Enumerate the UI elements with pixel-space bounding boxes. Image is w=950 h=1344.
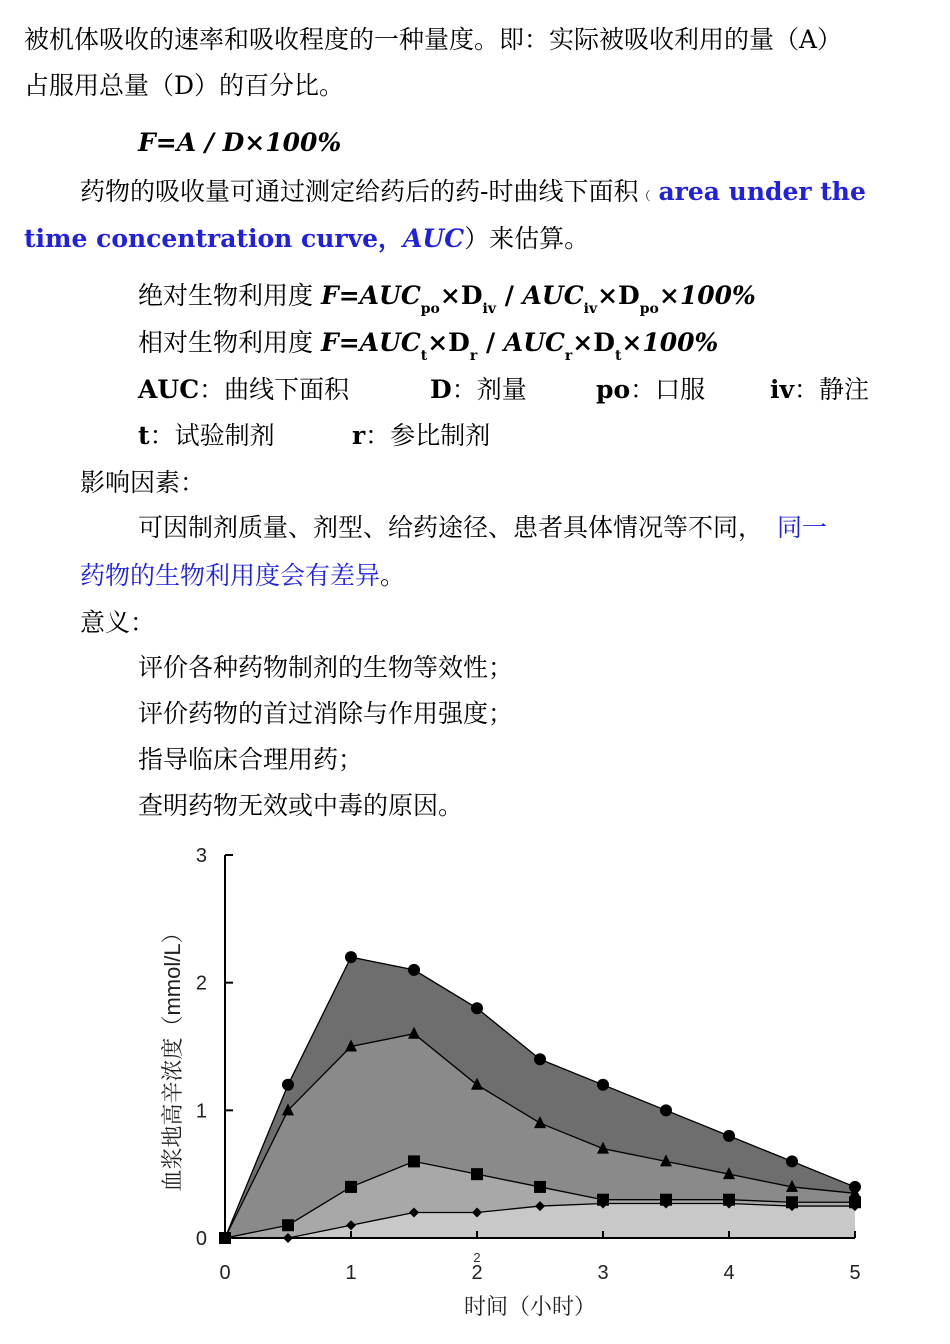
meaning-item (138, 744, 363, 776)
auc-term: AUC (403, 224, 465, 253)
factors-line1 (138, 512, 827, 544)
x-axis-label: 时间（小时） (463, 1294, 597, 1319)
abbrev-legend-1b (430, 374, 527, 406)
abbrev-value: 口服 (655, 375, 706, 404)
concentration-time-chart (140, 838, 900, 1338)
y-tick-label: 0 (195, 1228, 207, 1250)
sep: ： (199, 375, 225, 404)
sub: t (614, 348, 622, 364)
x-tick-label: 0 (219, 1262, 231, 1284)
sub: r (469, 348, 478, 364)
data-point-circle (723, 1130, 735, 1142)
text: 药物的吸收量可通过测定给药后的药-时曲线下面积 (80, 177, 639, 206)
f: F=AUC (320, 328, 421, 357)
sub: r (564, 348, 573, 364)
data-point-circle (282, 1079, 294, 1091)
item-text: 查明药物无效或中毒的原因。 (138, 791, 464, 820)
abbrev-legend-2b (352, 420, 490, 452)
item-text: 评价各种药物制剂的生物等效性； (138, 653, 514, 682)
y-axis-label: 血浆地高辛浓度（mmol/L） (160, 921, 185, 1192)
label: 绝对生物利用度 (138, 281, 321, 310)
abbrev-legend-1d (770, 374, 869, 406)
auc: AUC (503, 328, 565, 357)
text: 被机体吸收的速率和吸收程度的一种量度。即：实际被吸收利用的量（A） (24, 25, 843, 54)
x: ×D (572, 328, 615, 357)
sub: po (420, 301, 440, 317)
y-tick-label: 3 (195, 845, 207, 867)
abbrev-key: iv (770, 375, 795, 404)
abbrev-value: 曲线下面积 (224, 375, 350, 404)
abbrev-key: po (596, 375, 631, 404)
abbrev-value: 剂量 (476, 375, 527, 404)
page-number: 2 (473, 1250, 481, 1265)
formula-f (138, 127, 341, 159)
abbrev-legend-1c (596, 374, 705, 406)
x: ×D (439, 281, 483, 310)
para-auc-line1 (80, 176, 866, 212)
data-point-circle (597, 1079, 609, 1091)
x-tick-label: 1 (345, 1262, 357, 1284)
sep: ： (794, 375, 820, 404)
x-tick-label: 3 (597, 1262, 609, 1284)
abbrev-key: D (430, 375, 452, 404)
item-text: 指导临床合理用药； (138, 745, 364, 774)
abbrev-key: t (138, 421, 150, 450)
tail: ×100% (621, 328, 719, 357)
item-text: 评价药物的首过消除与作用强度； (138, 699, 514, 728)
sep: ： (630, 375, 656, 404)
text: 占服用总量（D）的百分比。 (24, 71, 345, 100)
relative-bioavailability (138, 327, 718, 363)
x-tick-label: 5 (849, 1262, 861, 1284)
meaning-heading (80, 607, 155, 639)
en-term: time concentration curve， (24, 224, 404, 253)
highlight: 同一 (777, 513, 828, 542)
x-tick-label: 4 (723, 1262, 735, 1284)
x: ×D (427, 328, 470, 357)
data-point-square (534, 1181, 546, 1193)
abbrev-key: AUC (138, 375, 200, 404)
sep: ： (149, 421, 175, 450)
sub: po (639, 301, 659, 317)
abbrev-key: r (352, 421, 366, 450)
formula-text: F=A / D×100% (138, 128, 342, 157)
para-absorption-line2 (24, 70, 344, 102)
x-tick-label: 2 (471, 1262, 483, 1284)
sep: ： (365, 421, 391, 450)
sep: ： (451, 375, 477, 404)
y-tick-label: 1 (195, 1100, 207, 1123)
abbrev-value: 参比制剂 (390, 421, 491, 450)
label: 相对生物利用度 (138, 328, 321, 357)
slash: / (495, 281, 523, 310)
sub: t (420, 348, 428, 364)
factors-line2 (80, 560, 405, 592)
meaning-item (138, 698, 513, 730)
meaning-item (138, 652, 513, 684)
data-point-square (282, 1219, 294, 1231)
meaning-item (138, 790, 463, 822)
abbrev-legend-2 (138, 420, 275, 452)
factors-heading (80, 467, 205, 499)
heading-text: 影响因素： (80, 468, 206, 497)
sub: iv (583, 301, 598, 317)
data-point-circle (471, 1002, 483, 1014)
slash: / (477, 328, 504, 357)
auc: AUC (522, 281, 584, 310)
para-auc-line2 (24, 223, 589, 255)
text: 。 (380, 561, 406, 590)
data-point-circle (408, 964, 420, 976)
data-point-circle (660, 1104, 672, 1116)
sub: iv (482, 301, 496, 317)
heading-text: 意义： (80, 608, 156, 637)
text: 可因制剂质量、剂型、给药途径、患者具体情况等不同， (138, 513, 764, 542)
data-point-square (471, 1168, 483, 1180)
absolute-bioavailability (138, 280, 756, 316)
data-point-circle (345, 951, 357, 963)
para-absorption-line1 (24, 24, 842, 56)
paren: （ (638, 189, 651, 203)
abbrev-value: 试验制剂 (174, 421, 275, 450)
data-point-square (408, 1155, 420, 1167)
en-term: area under the (658, 177, 866, 206)
tail: ×100% (658, 281, 756, 310)
abbrev-legend-1 (138, 374, 349, 406)
data-point-circle (786, 1155, 798, 1167)
data-point-square (345, 1181, 357, 1193)
text: ）来估算。 (464, 224, 590, 253)
data-point-circle (534, 1053, 546, 1065)
abbrev-value: 静注 (819, 375, 870, 404)
highlight: 药物的生物利用度会有差异 (80, 561, 381, 590)
y-tick-label: 2 (195, 972, 207, 995)
f: F=AUC (320, 281, 421, 310)
x: ×D (597, 281, 640, 310)
